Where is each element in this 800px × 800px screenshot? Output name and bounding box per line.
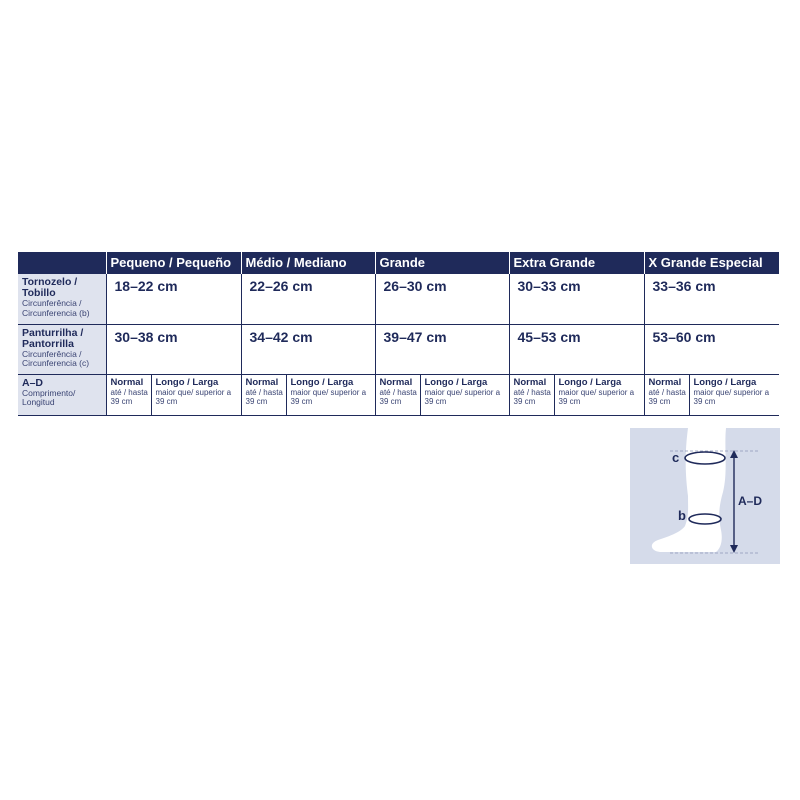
length-long-desc: maior que/ superior a bbox=[155, 387, 232, 397]
length-normal bbox=[107, 375, 151, 415]
length-normal-desc: até / hasta bbox=[245, 387, 283, 397]
length-long-value: 39 cm bbox=[558, 397, 581, 406]
calf-row bbox=[18, 324, 779, 374]
length-normal-desc: até / hasta bbox=[379, 387, 417, 397]
size-header-xxl: X Grande Especial bbox=[644, 252, 779, 274]
length-normal-desc: até / hasta bbox=[513, 387, 551, 397]
length-normal-value: 39 cm bbox=[379, 397, 402, 406]
length-label bbox=[18, 374, 106, 415]
ankle-subtitle: Circunferência / Circunferencia (b) bbox=[22, 298, 90, 318]
length-long bbox=[420, 375, 509, 415]
calf-value-xl: 45–53 cm bbox=[509, 324, 644, 374]
length-normal-label: Normal bbox=[245, 376, 279, 388]
length-long-desc: maior que/ superior a bbox=[558, 387, 635, 397]
length-normal-desc: até / hasta bbox=[648, 387, 686, 397]
length-normal-label: Normal bbox=[513, 376, 547, 388]
ad-arrow-head-bottom bbox=[730, 545, 738, 553]
leg-diagram-svg bbox=[630, 428, 780, 564]
calf-subtitle: Circunferência / Circunferencia (c) bbox=[22, 348, 90, 368]
ankle-value-xxl: 33–36 cm bbox=[644, 274, 779, 324]
ankle-value-medium: 22–26 cm bbox=[241, 274, 375, 324]
calf-value-xxl: 53–60 cm bbox=[644, 324, 779, 374]
size-header-medium: Médio / Mediano bbox=[241, 252, 375, 274]
size-header-large: Grande bbox=[375, 252, 509, 274]
length-normal-desc: até / hasta bbox=[110, 387, 148, 397]
length-normal bbox=[376, 375, 420, 415]
length-long-desc: maior que/ superior a bbox=[290, 387, 367, 397]
length-subtitle: Comprimento/ Longitud bbox=[22, 387, 76, 407]
length-row bbox=[18, 374, 779, 415]
label-b: b bbox=[678, 508, 686, 523]
label-ad: A–D bbox=[738, 494, 763, 508]
length-long-label: Longo / Larga bbox=[424, 376, 488, 388]
length-long-value: 39 cm bbox=[693, 397, 716, 406]
size-header-xl: Extra Grande bbox=[509, 252, 644, 274]
length-normal-label: Normal bbox=[379, 376, 413, 388]
ankle-value-large: 26–30 cm bbox=[375, 274, 509, 324]
length-cell bbox=[241, 374, 375, 415]
length-long-label: Longo / Larga bbox=[155, 376, 219, 388]
calf-label bbox=[18, 324, 106, 374]
leg-measurement-diagram bbox=[630, 428, 780, 564]
length-long bbox=[554, 375, 644, 415]
length-long-value: 39 cm bbox=[290, 397, 313, 406]
label-c: c bbox=[672, 450, 680, 465]
length-normal bbox=[510, 375, 554, 415]
ankle-label bbox=[18, 274, 106, 324]
length-long-value: 39 cm bbox=[424, 397, 447, 406]
length-long-label: Longo / Larga bbox=[290, 376, 354, 388]
length-long bbox=[286, 375, 375, 415]
length-long-desc: maior que/ superior a bbox=[693, 387, 770, 397]
length-long-label: Longo / Larga bbox=[693, 376, 757, 388]
leg-silhouette bbox=[652, 428, 726, 552]
ankle-value-small: 18–22 cm bbox=[106, 274, 241, 324]
length-cell bbox=[375, 374, 509, 415]
length-long-label: Longo / Larga bbox=[558, 376, 622, 388]
length-long bbox=[151, 375, 241, 415]
length-normal-value: 39 cm bbox=[245, 397, 268, 406]
ankle-row bbox=[18, 274, 779, 324]
length-normal-value: 39 cm bbox=[110, 397, 133, 406]
length-normal-label: Normal bbox=[648, 376, 682, 388]
length-cell bbox=[106, 374, 241, 415]
size-chart-table bbox=[18, 252, 779, 416]
calf-value-medium: 34–42 cm bbox=[241, 324, 375, 374]
length-cell bbox=[509, 374, 644, 415]
header-corner bbox=[18, 252, 106, 274]
ankle-title: Tornozelo / Tobillo bbox=[22, 276, 78, 299]
header-row bbox=[18, 252, 779, 274]
calf-title: Panturrilha / Pantorrilla bbox=[22, 326, 84, 350]
length-normal-value: 39 cm bbox=[513, 397, 536, 406]
length-long bbox=[689, 375, 780, 415]
calf-value-small: 30–38 cm bbox=[106, 324, 241, 374]
length-normal bbox=[645, 375, 689, 415]
length-normal-label: Normal bbox=[110, 376, 144, 388]
ankle-value-xl: 30–33 cm bbox=[509, 274, 644, 324]
length-long-value: 39 cm bbox=[155, 397, 178, 406]
calf-value-large: 39–47 cm bbox=[375, 324, 509, 374]
length-normal bbox=[242, 375, 286, 415]
length-long-desc: maior que/ superior a bbox=[424, 387, 501, 397]
length-normal-value: 39 cm bbox=[648, 397, 671, 406]
length-cell bbox=[644, 374, 779, 415]
length-title: A–D bbox=[22, 376, 44, 389]
size-header-small: Pequeno / Pequeño bbox=[106, 252, 241, 274]
